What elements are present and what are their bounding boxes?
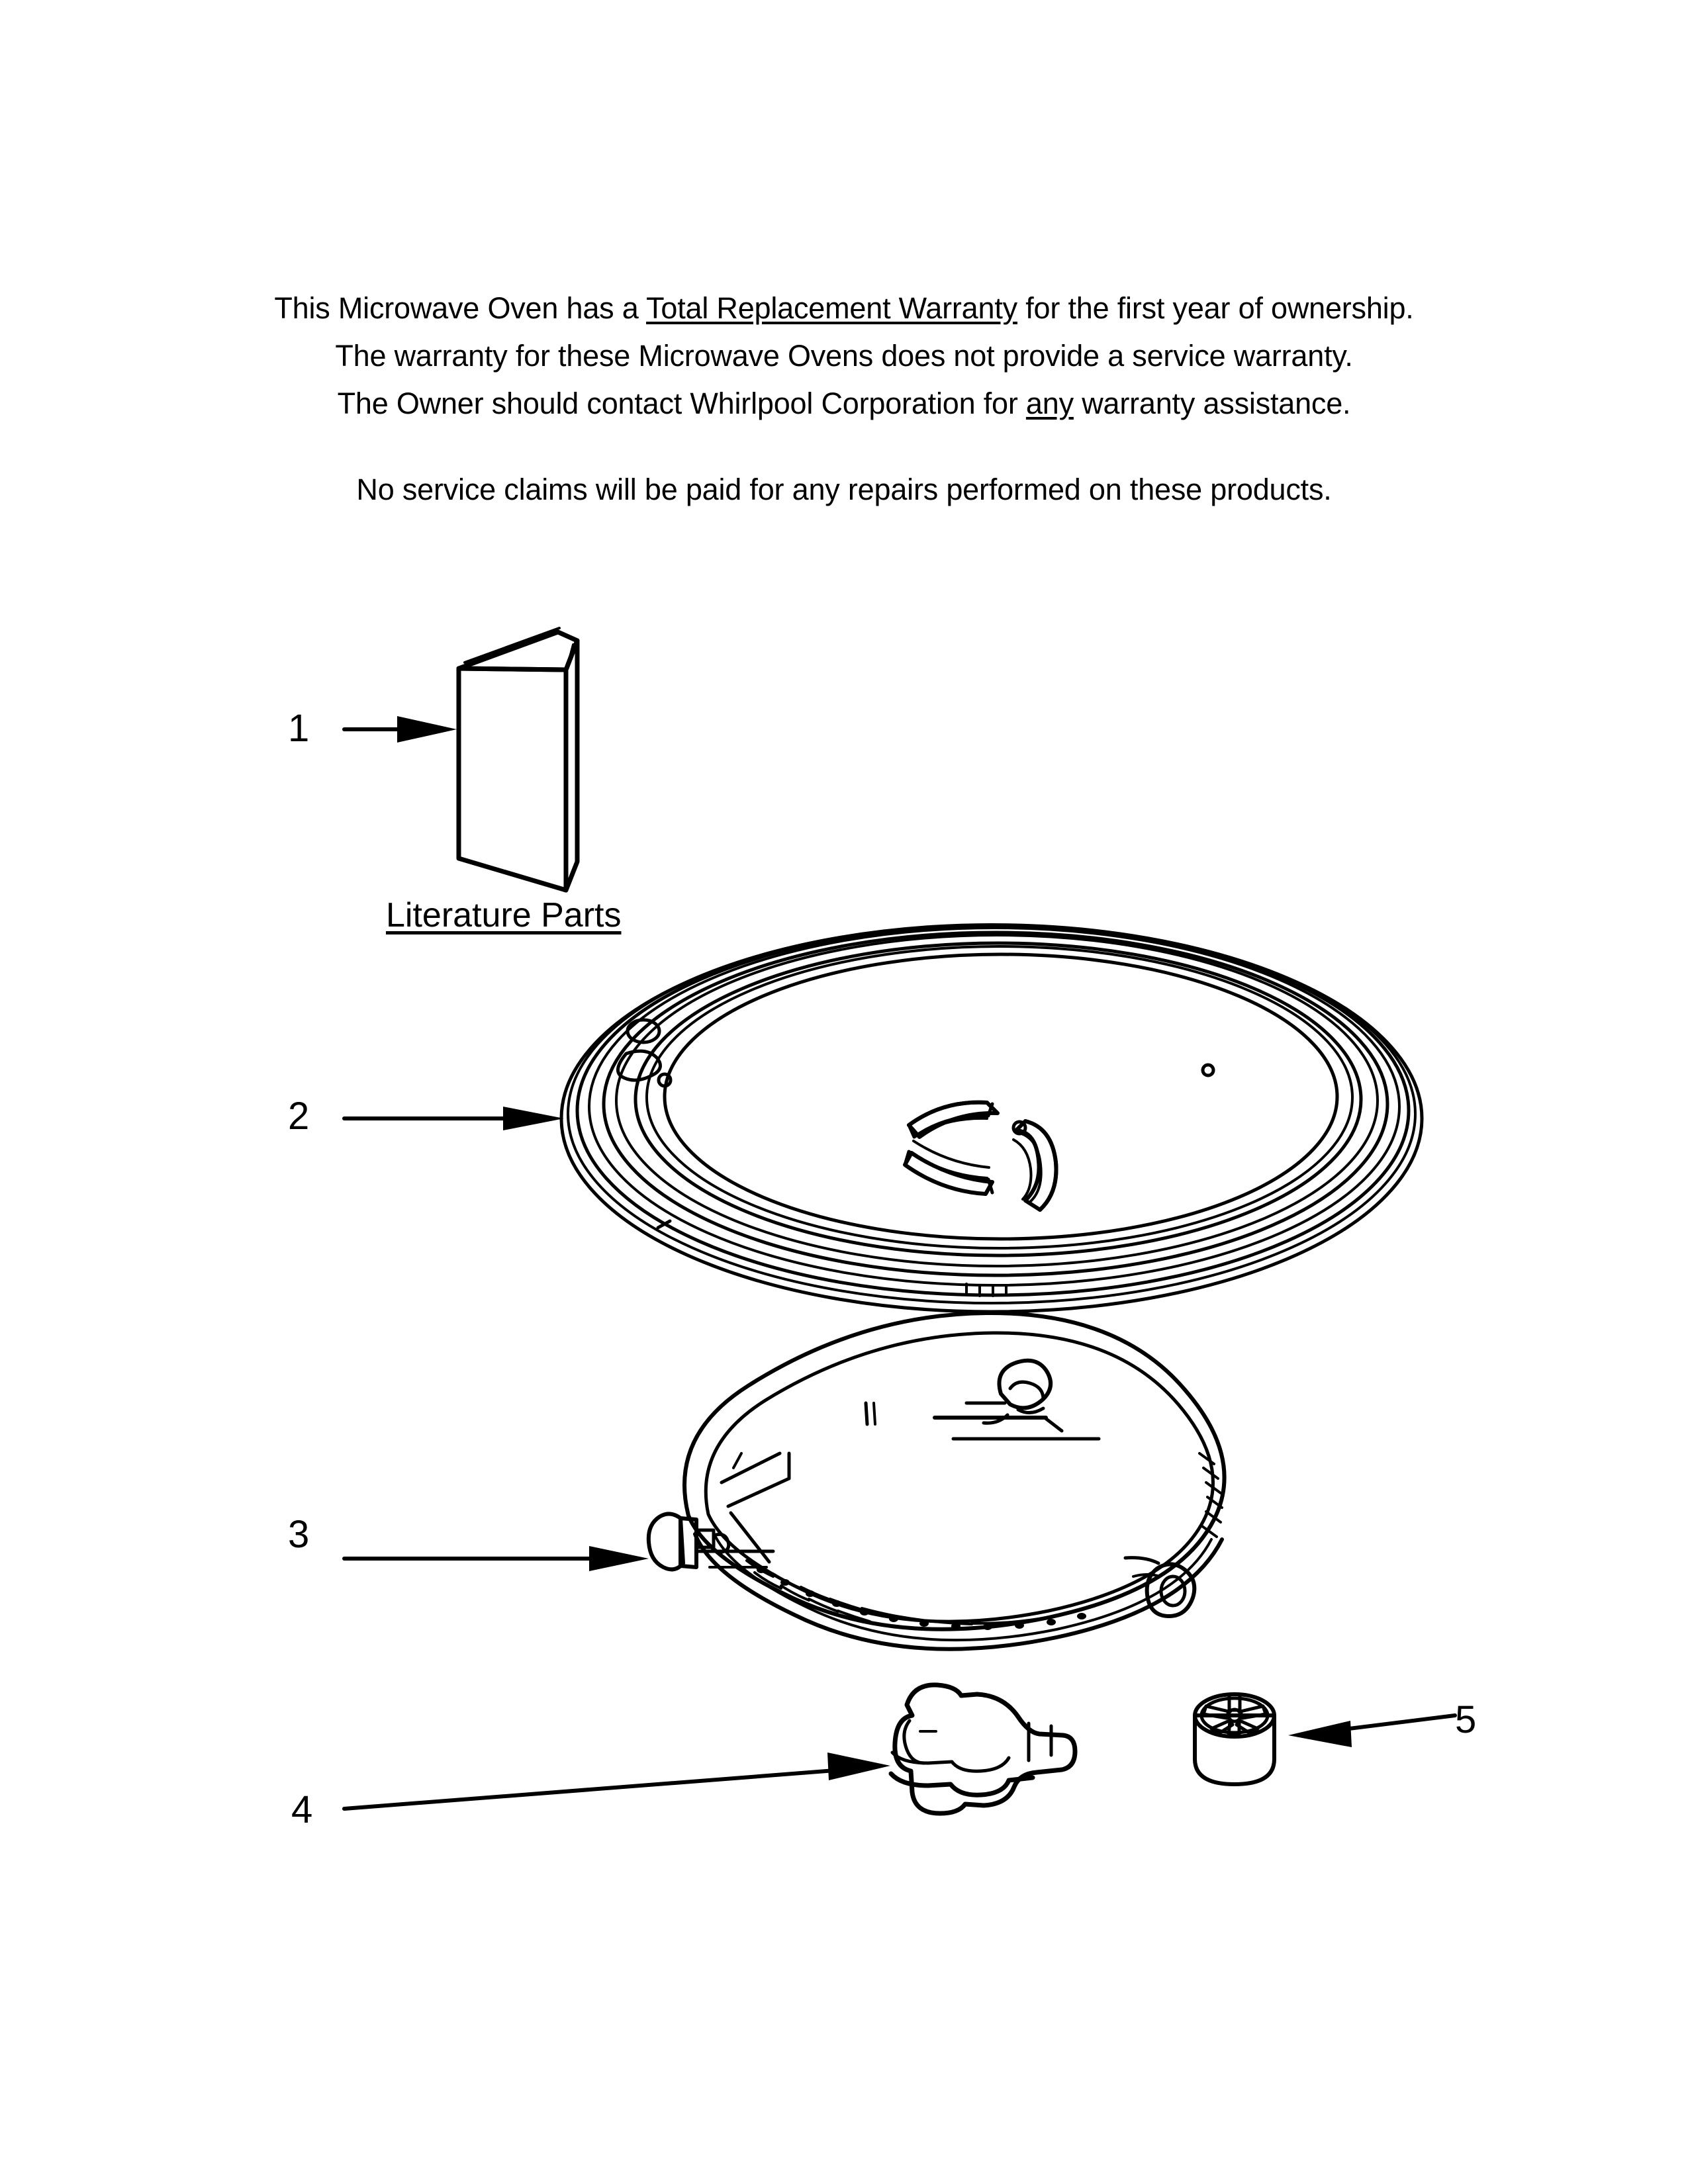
roller-wheel-top (935, 1361, 1099, 1439)
part-literature-booklet (459, 628, 577, 890)
notice-line-2: The warranty for these Microwave Ovens does not provide a service warranty. (335, 339, 1353, 373)
notice-spacer (0, 428, 1688, 466)
part-drive-coupler (891, 1685, 1075, 1813)
literature-parts-label: Literature Parts (386, 896, 622, 934)
part-glass-turntable-tray (561, 925, 1422, 1312)
callout-number-1: 1 (288, 707, 310, 750)
part-motor-shaft-coupling (1195, 1694, 1274, 1784)
notice-line-3-part-a: The Owner should contact Whirlpool Corporation for (337, 387, 1026, 420)
callout-number-4: 4 (291, 1788, 313, 1831)
callout-number-3: 3 (288, 1513, 310, 1556)
notice-line-3 (0, 380, 1688, 428)
leader-line-5 (1288, 1715, 1455, 1747)
callout-number-5: 5 (1455, 1698, 1477, 1741)
leader-line-1 (344, 716, 457, 743)
notice-line-4: No service claims will be paid for any repairs performed on these products. (356, 473, 1332, 506)
notice-line-1 (0, 285, 1688, 332)
notice-line-1-part-c: for the first year of ownership. (1017, 291, 1414, 325)
leader-line-2 (344, 1107, 564, 1130)
notice-line-3-emphasis: any (1025, 387, 1074, 420)
leader-line-3 (344, 1546, 649, 1571)
notice-line-3-part-c: warranty assistance. (1073, 387, 1351, 420)
leader-line-4 (344, 1752, 890, 1809)
warranty-notice (0, 285, 1688, 514)
roller-wheel-left (649, 1513, 773, 1569)
part-roller-guide-ring (649, 1313, 1225, 1649)
notice-line-1-emphasis: Total Replacement Warranty (646, 291, 1017, 325)
roller-wheel-right (1125, 1558, 1194, 1616)
notice-line-1-part-a: This Microwave Oven has a (274, 291, 647, 325)
callout-number-2: 2 (288, 1095, 310, 1138)
turntable-hub-lobes (905, 1103, 1056, 1210)
